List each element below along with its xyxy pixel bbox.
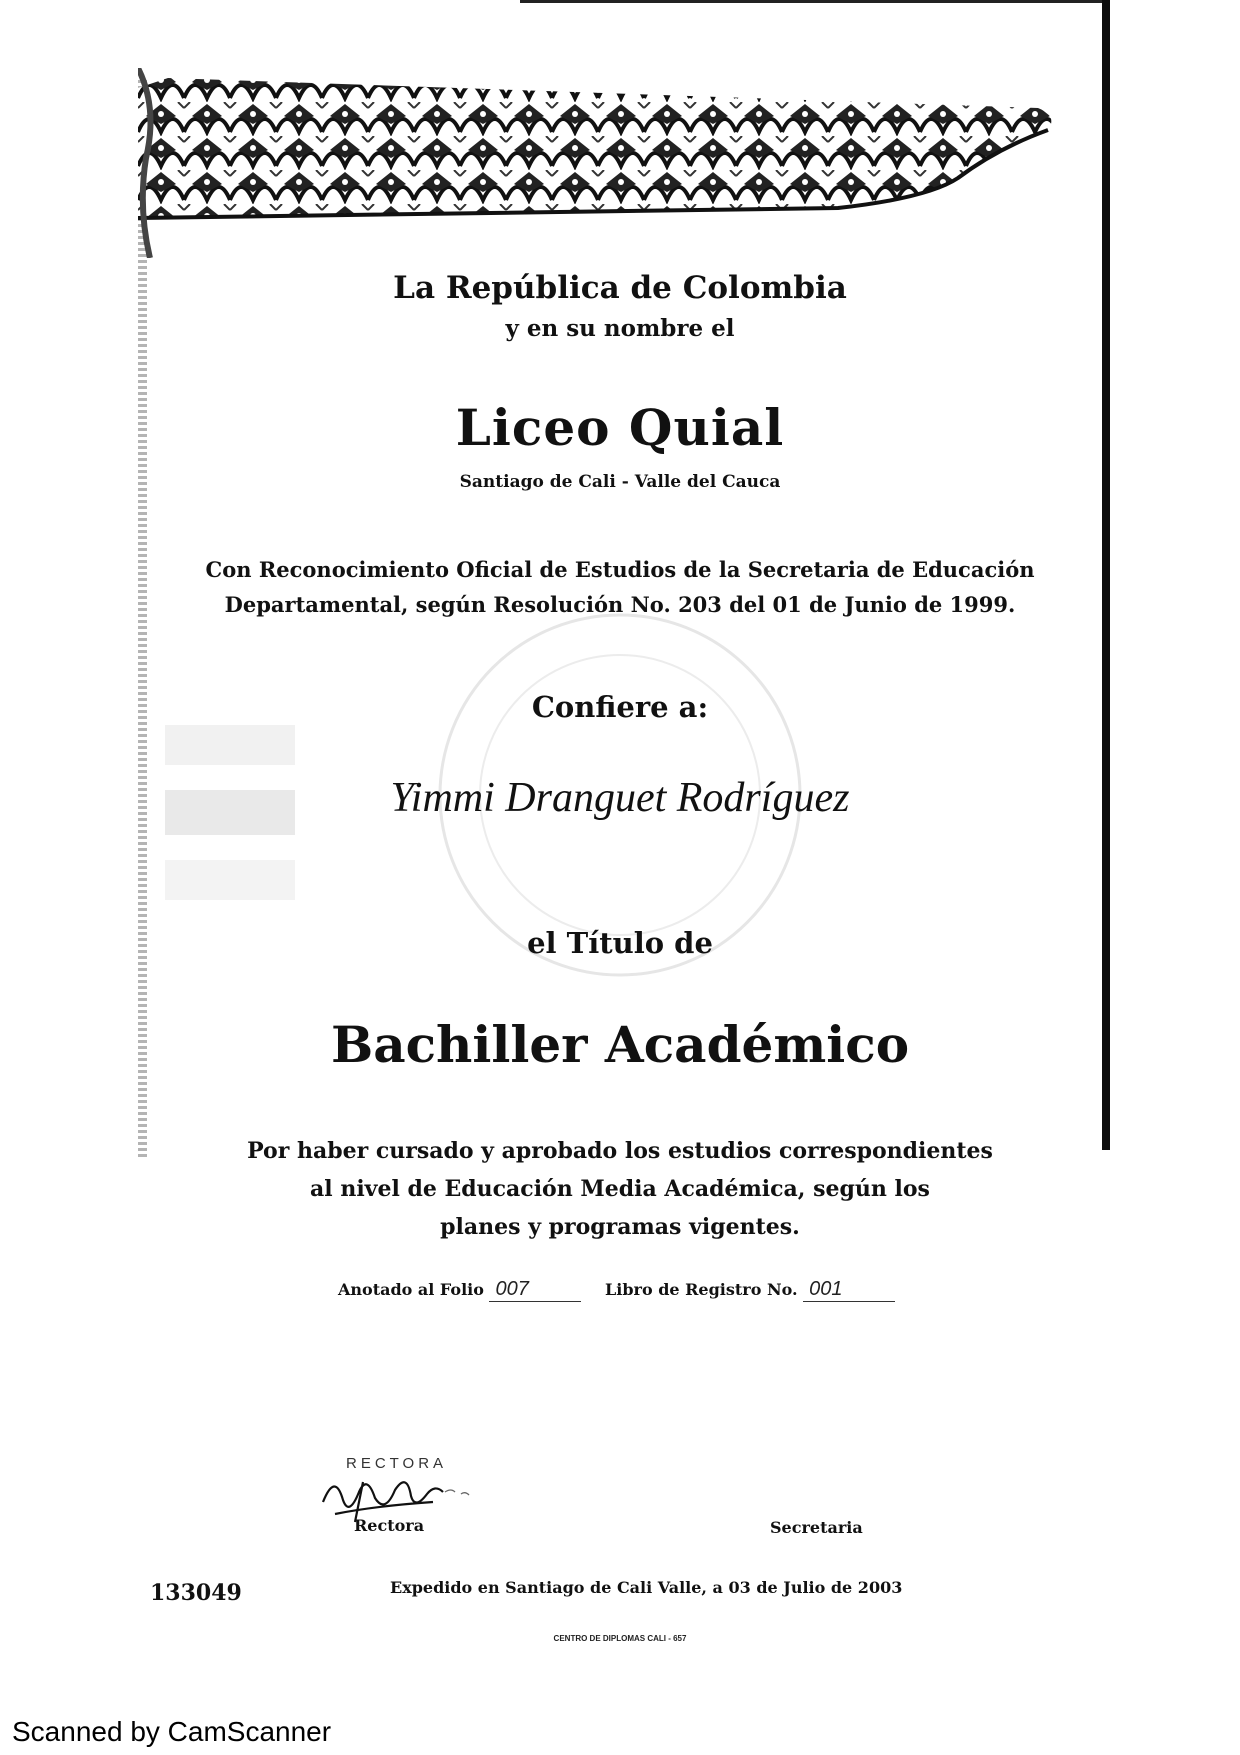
school-name: Liceo Quial [455, 398, 785, 457]
award-reason [0, 1132, 1240, 1246]
scanner-footer: Scanned by CamScanner [12, 1716, 332, 1747]
folio-value: 007 [489, 1278, 581, 1302]
top-edge-line [520, 0, 1110, 3]
degree-title: Bachiller Académico [330, 1015, 910, 1074]
in-its-name-line: y en su nombre el [505, 315, 735, 342]
rectora-stamp: RECTORA [346, 1455, 448, 1472]
confers-label: Confiere a: [531, 690, 709, 724]
republic-heading: La República de Colombia [393, 270, 847, 306]
printer-imprint: CENTRO DE DIPLOMAS CALI - 657 [553, 1634, 687, 1643]
issued-place-date: Expedido en Santiago de Cali Valle, a 03 de Julio de 2003 [390, 1578, 903, 1597]
serial-number: 133049 [150, 1580, 242, 1606]
book-label: Libro de Registro No. [605, 1280, 798, 1299]
reason-line-2: al nivel de Educación Media Académica, según los [310, 1176, 930, 1202]
school-location: Santiago de Cali - Valle del Cauca [459, 472, 781, 492]
recognition-line-1: Con Reconocimiento Oficial de Estudios de la Secretaria de Educación [205, 557, 1035, 582]
title-intro: el Título de [527, 926, 713, 960]
official-recognition [0, 552, 1240, 622]
registry-book-entry [605, 1278, 895, 1302]
graduate-name: Yimmi Dranguet Rodríguez [390, 775, 850, 821]
reason-line-3: planes y programas vigentes. [440, 1214, 800, 1240]
reason-line-1: Por haber cursado y aprobado los estudios correspondientes [247, 1138, 993, 1164]
book-value: 001 [803, 1278, 895, 1302]
ornamental-header-banner [138, 68, 1058, 258]
recognition-line-2: Departamental, según Resolución No. 203 del 01 de Junio de 1999. [224, 592, 1016, 617]
authentic-stamp-watermark [160, 720, 300, 950]
folio-label: Anotado al Folio [338, 1280, 484, 1299]
rectora-label: Rectora [354, 1516, 425, 1535]
secretaria-label: Secretaria [770, 1518, 863, 1537]
folio-entry [338, 1278, 581, 1302]
